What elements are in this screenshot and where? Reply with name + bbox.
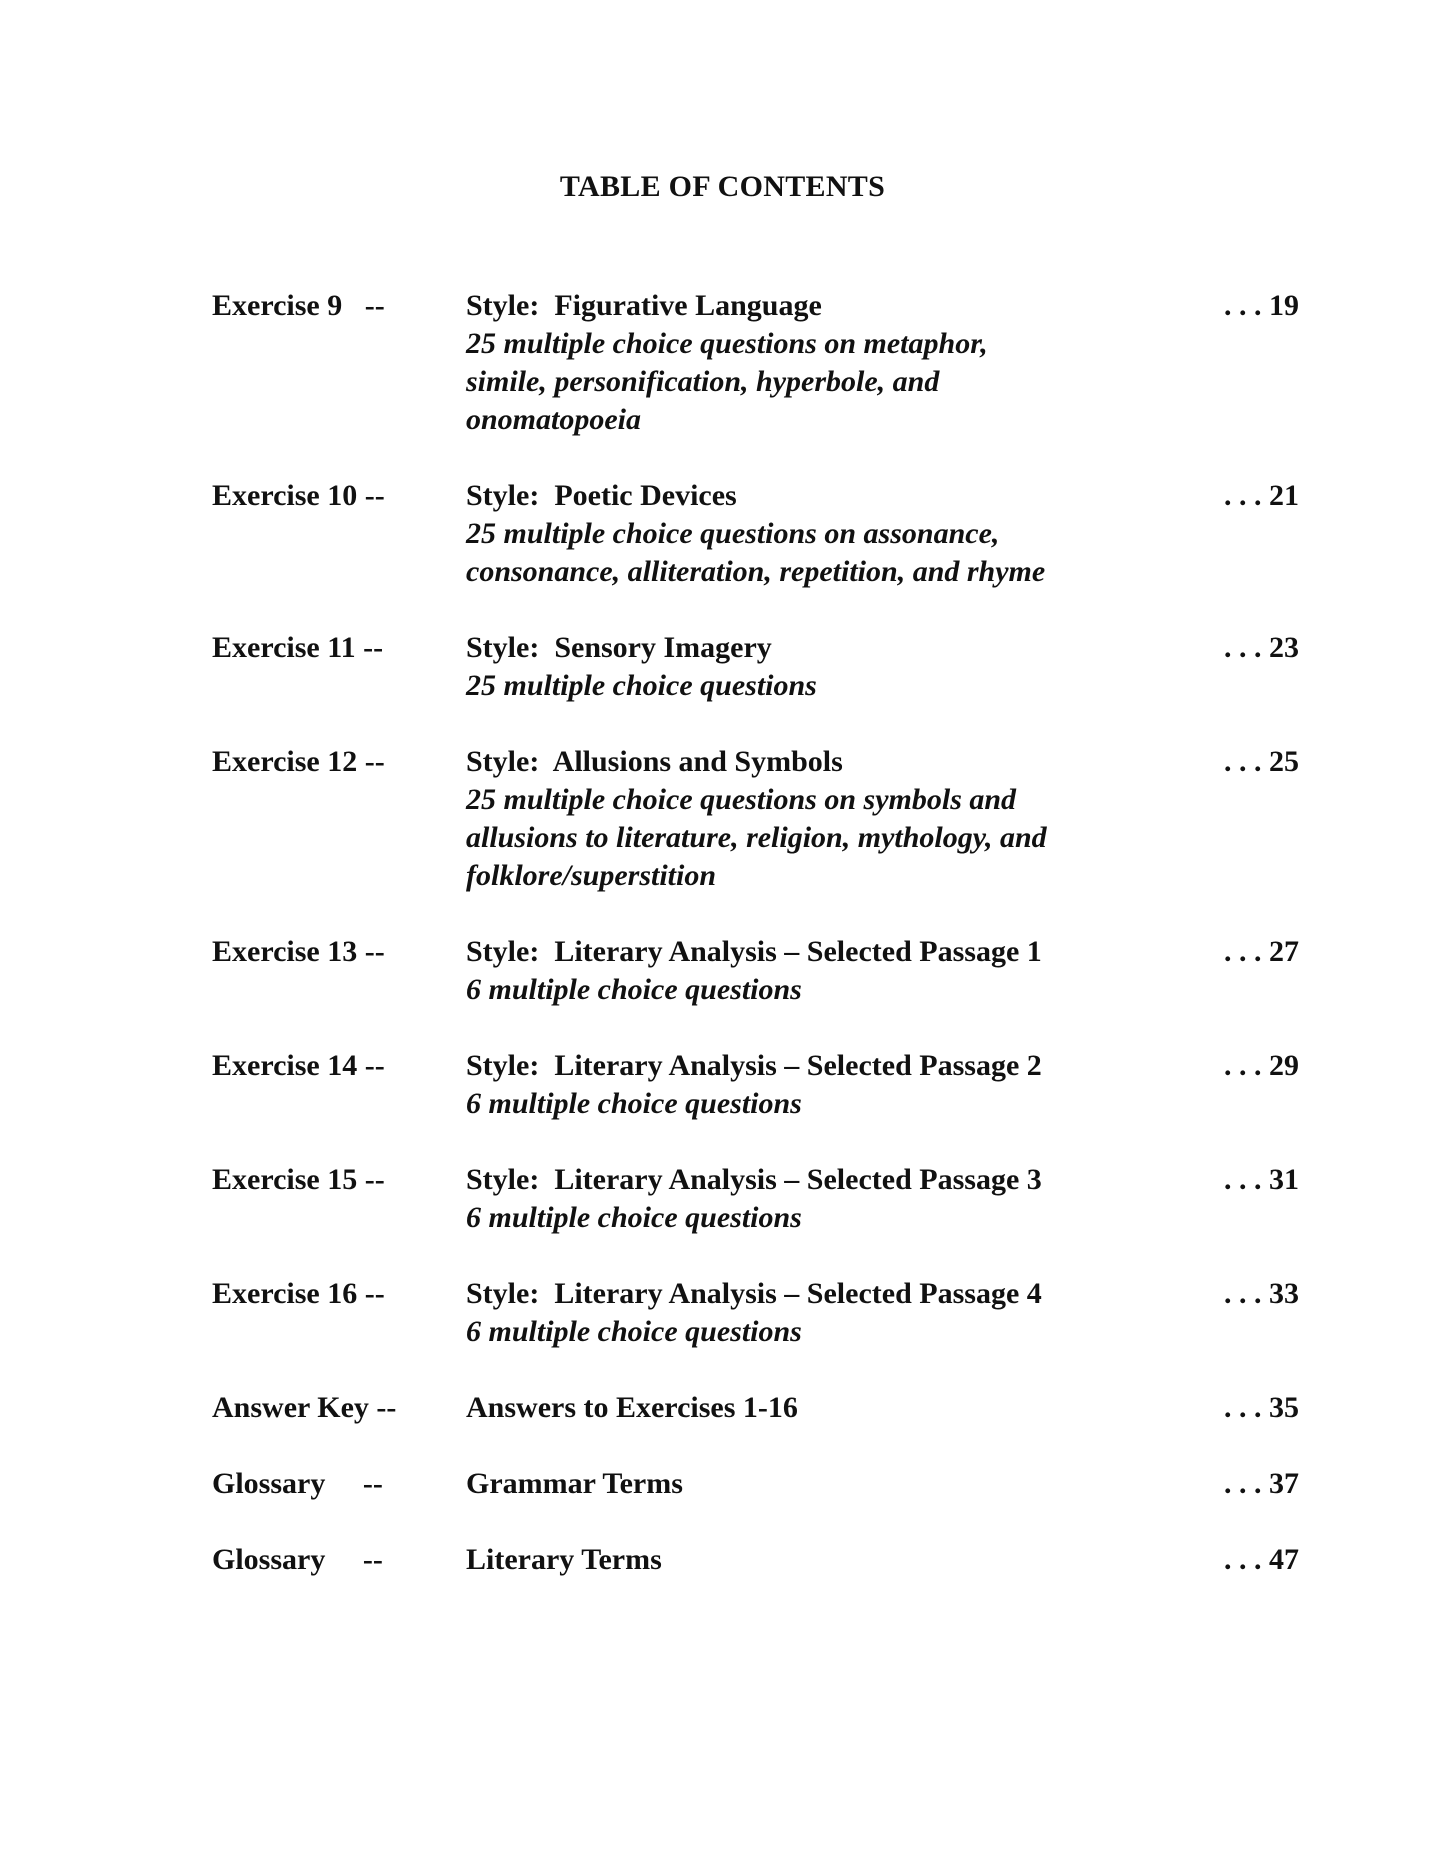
entry-description: 25 multiple choice questions on symbols and allusions to literature, religion, mythology, and folklore/superstition — [466, 783, 1047, 892]
toc-entry — [212, 1275, 1312, 1351]
entry-page-number: . . . 35 — [1224, 1391, 1299, 1424]
entry-body — [466, 1275, 1146, 1351]
entry-label: Glossary -- — [212, 1543, 383, 1576]
entry-description: 6 multiple choice questions — [466, 973, 802, 1006]
entry-page-number: . . . 27 — [1224, 935, 1299, 968]
entry-heading: Answers to Exercises 1-16 — [466, 1391, 798, 1424]
entry-label: Glossary -- — [212, 1467, 383, 1500]
entry-page-number: . . . 23 — [1224, 631, 1299, 664]
entry-body — [466, 477, 1146, 591]
entry-label: Exercise 16 -- — [212, 1277, 385, 1310]
entry-body — [466, 1389, 1146, 1427]
entry-page-number: . . . 31 — [1224, 1163, 1299, 1196]
entry-heading: Style: Literary Analysis – Selected Passage 1 — [466, 935, 1042, 968]
toc-entry — [212, 933, 1312, 1009]
toc-entry — [212, 1389, 1312, 1427]
entry-page-number: . . . 47 — [1224, 1543, 1299, 1576]
toc-entry — [212, 743, 1312, 895]
entry-label: Exercise 11 -- — [212, 631, 384, 664]
entry-body — [466, 1047, 1146, 1123]
entry-description: 25 multiple choice questions — [466, 669, 817, 702]
entry-body — [466, 1465, 1146, 1503]
entry-description: 6 multiple choice questions — [466, 1087, 802, 1120]
entry-heading: Style: Sensory Imagery — [466, 631, 772, 664]
entry-label: Exercise 10 -- — [212, 479, 385, 512]
entry-heading: Grammar Terms — [466, 1467, 683, 1500]
toc-entry — [212, 1541, 1312, 1579]
toc-entry — [212, 1465, 1312, 1503]
entry-description: 6 multiple choice questions — [466, 1201, 802, 1234]
toc-entry — [212, 477, 1312, 591]
entry-heading: Style: Allusions and Symbols — [466, 745, 843, 778]
entry-heading: Style: Literary Analysis – Selected Passage 3 — [466, 1163, 1042, 1196]
entry-label: Answer Key -- — [212, 1391, 397, 1424]
entry-heading: Literary Terms — [466, 1543, 662, 1576]
page-title: TABLE OF CONTENTS — [559, 170, 886, 203]
toc-entry — [212, 1161, 1312, 1237]
toc-entry — [212, 1047, 1312, 1123]
toc-entry — [212, 287, 1312, 439]
entry-description: 25 multiple choice questions on metaphor, simile, personification, hyperbole, and onomatopoeia — [466, 327, 988, 436]
entry-page-number: . . . 33 — [1224, 1277, 1299, 1310]
entry-label: Exercise 13 -- — [212, 935, 385, 968]
entry-heading: Style: Literary Analysis – Selected Passage 2 — [466, 1049, 1042, 1082]
entry-label: Exercise 9 -- — [212, 289, 385, 322]
entry-body — [466, 287, 1146, 439]
entry-heading: Style: Literary Analysis – Selected Passage 4 — [466, 1277, 1042, 1310]
entry-body — [466, 1541, 1146, 1579]
entry-page-number: . . . 19 — [1224, 289, 1299, 322]
entry-page-number: . . . 37 — [1224, 1467, 1299, 1500]
entry-description: 25 multiple choice questions on assonance, consonance, alliteration, repetition, and rhyme — [466, 517, 1046, 588]
entry-heading: Style: Poetic Devices — [466, 479, 737, 512]
entry-label: Exercise 12 -- — [212, 745, 385, 778]
table-of-contents — [212, 287, 1312, 1579]
entry-body — [466, 743, 1146, 895]
entry-page-number: . . . 25 — [1224, 745, 1299, 778]
entry-body — [466, 1161, 1146, 1237]
entry-body — [466, 933, 1146, 1009]
entry-description: 6 multiple choice questions — [466, 1315, 802, 1348]
entry-page-number: . . . 21 — [1224, 479, 1299, 512]
entry-label: Exercise 14 -- — [212, 1049, 385, 1082]
toc-entry — [212, 629, 1312, 705]
entry-body — [466, 629, 1146, 705]
entry-page-number: . . . 29 — [1224, 1049, 1299, 1082]
entry-label: Exercise 15 -- — [212, 1163, 385, 1196]
entry-heading: Style: Figurative Language — [466, 289, 822, 322]
